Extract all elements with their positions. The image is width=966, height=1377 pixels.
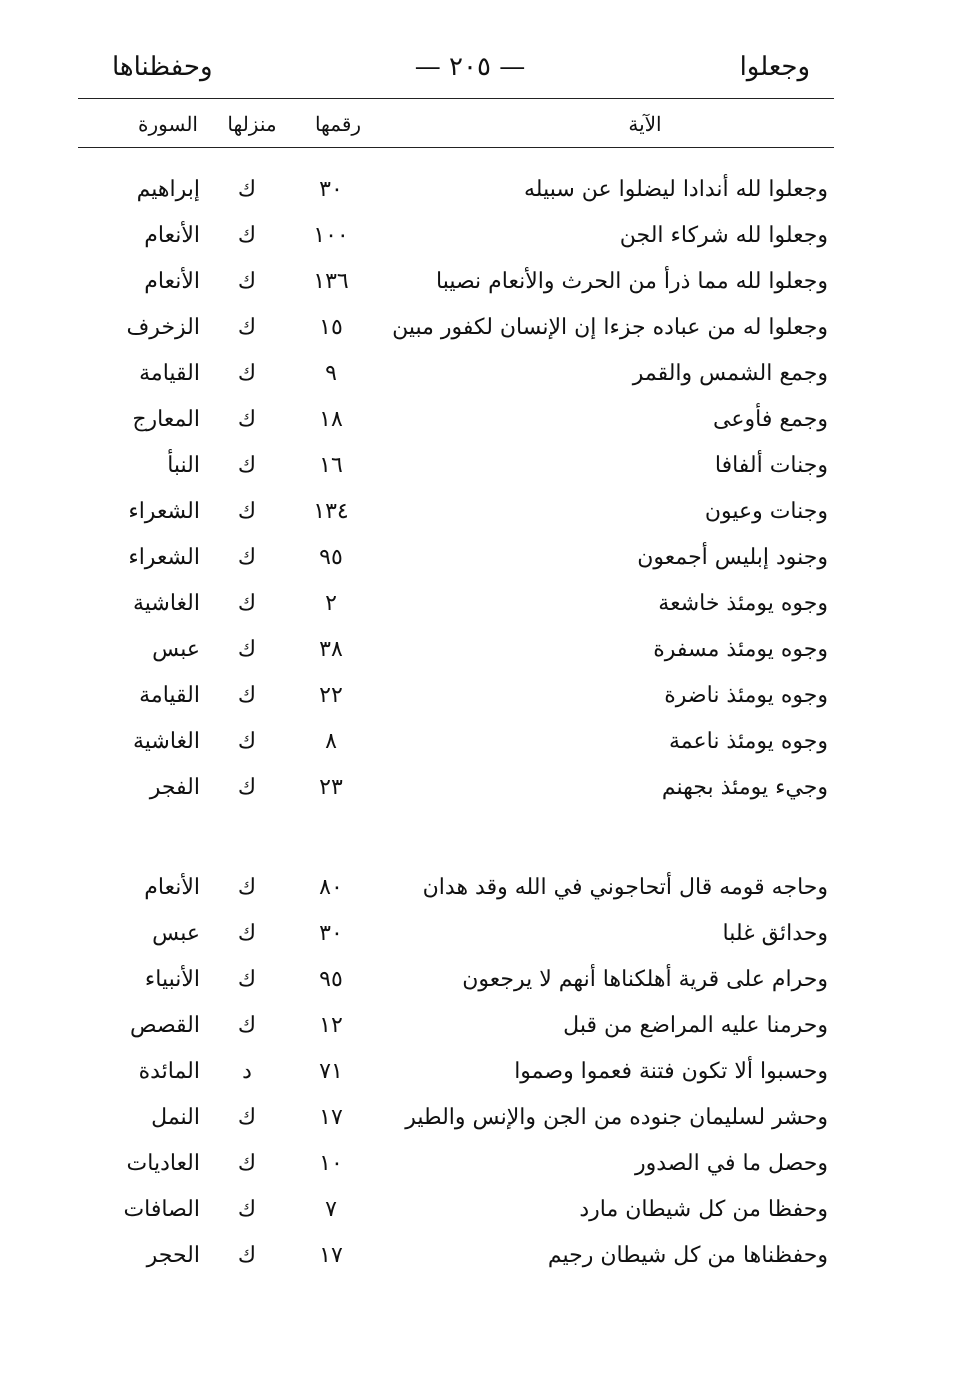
revelation-place-cell: ك — [237, 683, 257, 708]
table-row — [0, 538, 966, 578]
table-row — [0, 1144, 966, 1184]
verse-cell: وحاجه قومه قال أتحاجوني في الله وقد هدان — [422, 875, 828, 900]
table-row — [0, 630, 966, 670]
verse-cell: وحسبوا ألا تكون فتنة فعموا وصموا — [514, 1059, 828, 1084]
revelation-place-cell: ك — [237, 177, 257, 202]
verse-cell: وجمع الشمس والقمر — [632, 361, 828, 386]
surah-cell: الصافات — [123, 1197, 200, 1222]
verse-number-cell: ٧١ — [319, 1059, 343, 1084]
verse-cell: وجوه يومئذ ناضرة — [664, 683, 828, 708]
verse-number-cell: ١٣٦ — [313, 269, 349, 294]
revelation-place-cell: ك — [237, 729, 257, 754]
surah-cell: النبأ — [167, 453, 200, 478]
revelation-place-cell: ك — [237, 269, 257, 294]
surah-cell: الغاشية — [133, 729, 200, 754]
revelation-place-cell: ك — [237, 453, 257, 478]
surah-cell: الغاشية — [133, 591, 200, 616]
running-head-left: وحفظناها — [112, 52, 213, 82]
revelation-place-cell: ك — [237, 1105, 257, 1130]
verse-number-cell: ١٧ — [319, 1105, 343, 1130]
surah-cell: الشعراء — [128, 545, 200, 570]
surah-cell: المعارج — [132, 407, 200, 432]
surah-cell: الشعراء — [128, 499, 200, 524]
surah-cell: الأنعام — [144, 269, 200, 294]
surah-cell: الفجر — [149, 775, 200, 800]
revelation-place-cell: ك — [237, 1243, 257, 1268]
table-row — [0, 868, 966, 908]
verse-number-cell: ٨ — [325, 729, 337, 754]
verse-cell: وحدائق غلبا — [722, 921, 828, 946]
verse-cell: وجوه يومئذ خاشعة — [658, 591, 828, 616]
verse-number-cell: ٩٥ — [319, 545, 343, 570]
verse-number-cell: ٨٠ — [319, 875, 343, 900]
surah-cell: الأنبياء — [144, 967, 200, 992]
revelation-place-cell: ك — [237, 223, 257, 248]
surah-cell: عبس — [152, 637, 200, 662]
surah-cell: إبراهيم — [136, 177, 200, 202]
revelation-place-cell: ك — [237, 499, 257, 524]
verse-number-cell: ١٣٤ — [313, 499, 349, 524]
table-row — [0, 768, 966, 808]
verse-cell: وجمع فأوعى — [713, 407, 828, 432]
revelation-place-cell: ك — [237, 545, 257, 570]
revelation-place-cell: ك — [237, 591, 257, 616]
verse-number-cell: ٣٨ — [319, 637, 343, 662]
table-row — [0, 960, 966, 1000]
verse-number-cell: ٩٥ — [319, 967, 343, 992]
revelation-place-cell: ك — [237, 921, 257, 946]
table-row — [0, 170, 966, 210]
verse-cell: وجنات ألفافا — [714, 453, 828, 478]
column-header-place: منزلها — [227, 112, 277, 136]
verse-cell: وجعلوا لله شركاء الجن — [619, 223, 828, 248]
verse-cell: وجوه يومئذ مسفرة — [653, 637, 828, 662]
table-row — [0, 676, 966, 716]
table-row — [0, 914, 966, 954]
table-row — [0, 492, 966, 532]
surah-cell: الزخرف — [126, 315, 200, 340]
verse-cell: وحرام على قرية أهلكناها أنهم لا يرجعون — [462, 967, 828, 992]
verse-cell: وجعلوا لله مما ذرأ من الحرث والأنعام نصيبا — [436, 269, 828, 294]
verse-number-cell: ٢٣ — [319, 775, 343, 800]
verse-cell: وجعلوا له من عباده جزءا إن الإنسان لكفور مبين — [392, 315, 828, 340]
surah-cell: القيامة — [139, 683, 200, 708]
verse-cell: وحفظناها من كل شيطان رجيم — [547, 1243, 828, 1268]
verse-number-cell: ٢٢ — [319, 683, 343, 708]
table-row — [0, 308, 966, 348]
verse-cell: وحفظا من كل شيطان مارد — [579, 1197, 828, 1222]
verse-cell: وجيء يومئذ بجهنم — [661, 775, 828, 800]
table-row — [0, 1190, 966, 1230]
table-row — [0, 1052, 966, 1092]
surah-cell: القيامة — [139, 361, 200, 386]
header-rule — [78, 147, 834, 148]
verse-cell: وحرمنا عليه المراضع من قبل — [563, 1013, 828, 1038]
surah-cell: القصص — [130, 1013, 200, 1038]
surah-cell: عبس — [152, 921, 200, 946]
table-row — [0, 1006, 966, 1046]
revelation-place-cell: د — [242, 1059, 252, 1084]
column-header-surah: السورة — [138, 112, 198, 136]
surah-cell: الأنعام — [144, 223, 200, 248]
table-row — [0, 354, 966, 394]
revelation-place-cell: ك — [237, 315, 257, 340]
verse-number-cell: ١٠٠ — [313, 223, 349, 248]
top-rule — [78, 98, 834, 99]
table-row — [0, 1098, 966, 1138]
verse-number-cell: ٧ — [325, 1197, 337, 1222]
verse-cell: وجعلوا لله أندادا ليضلوا عن سبيله — [524, 177, 828, 202]
revelation-place-cell: ك — [237, 1151, 257, 1176]
verse-number-cell: ١٢ — [319, 1013, 343, 1038]
revelation-place-cell: ك — [237, 407, 257, 432]
verse-number-cell: ٣٠ — [319, 921, 343, 946]
verse-number-cell: ٢ — [325, 591, 337, 616]
column-header-number: رقمها — [314, 112, 362, 136]
surah-cell: الحجر — [146, 1243, 200, 1268]
table-row — [0, 722, 966, 762]
revelation-place-cell: ك — [237, 1197, 257, 1222]
verse-cell: وجنود إبليس أجمعون — [637, 545, 828, 570]
surah-cell: المائدة — [138, 1059, 200, 1084]
table-row — [0, 216, 966, 256]
verse-cell: وجوه يومئذ ناعمة — [668, 729, 828, 754]
revelation-place-cell: ك — [237, 1013, 257, 1038]
verse-number-cell: ٩ — [325, 361, 337, 386]
verse-number-cell: ١٦ — [319, 453, 343, 478]
revelation-place-cell: ك — [237, 967, 257, 992]
verse-cell: وحشر لسليمان جنوده من الجن والإنس والطير — [405, 1105, 828, 1130]
verse-cell: وحصل ما في الصدور — [635, 1151, 828, 1176]
page-number: — ٢٠٥ — — [414, 52, 526, 82]
revelation-place-cell: ك — [237, 637, 257, 662]
surah-cell: العاديات — [126, 1151, 200, 1176]
table-row — [0, 1236, 966, 1276]
table-row — [0, 400, 966, 440]
table-row — [0, 262, 966, 302]
surah-cell: النمل — [151, 1105, 200, 1130]
revelation-place-cell: ك — [237, 775, 257, 800]
verse-cell: وجنات وعيون — [704, 499, 828, 524]
verse-number-cell: ١٥ — [319, 315, 343, 340]
verse-number-cell: ١٠ — [319, 1151, 343, 1176]
revelation-place-cell: ك — [237, 361, 257, 386]
running-head-right: وجعلوا — [739, 52, 810, 82]
table-row — [0, 584, 966, 624]
verse-number-cell: ٣٠ — [319, 177, 343, 202]
column-header-verse: الآية — [628, 112, 662, 136]
revelation-place-cell: ك — [237, 875, 257, 900]
verse-number-cell: ١٧ — [319, 1243, 343, 1268]
surah-cell: الأنعام — [144, 875, 200, 900]
verse-number-cell: ١٨ — [319, 407, 343, 432]
table-row — [0, 446, 966, 486]
